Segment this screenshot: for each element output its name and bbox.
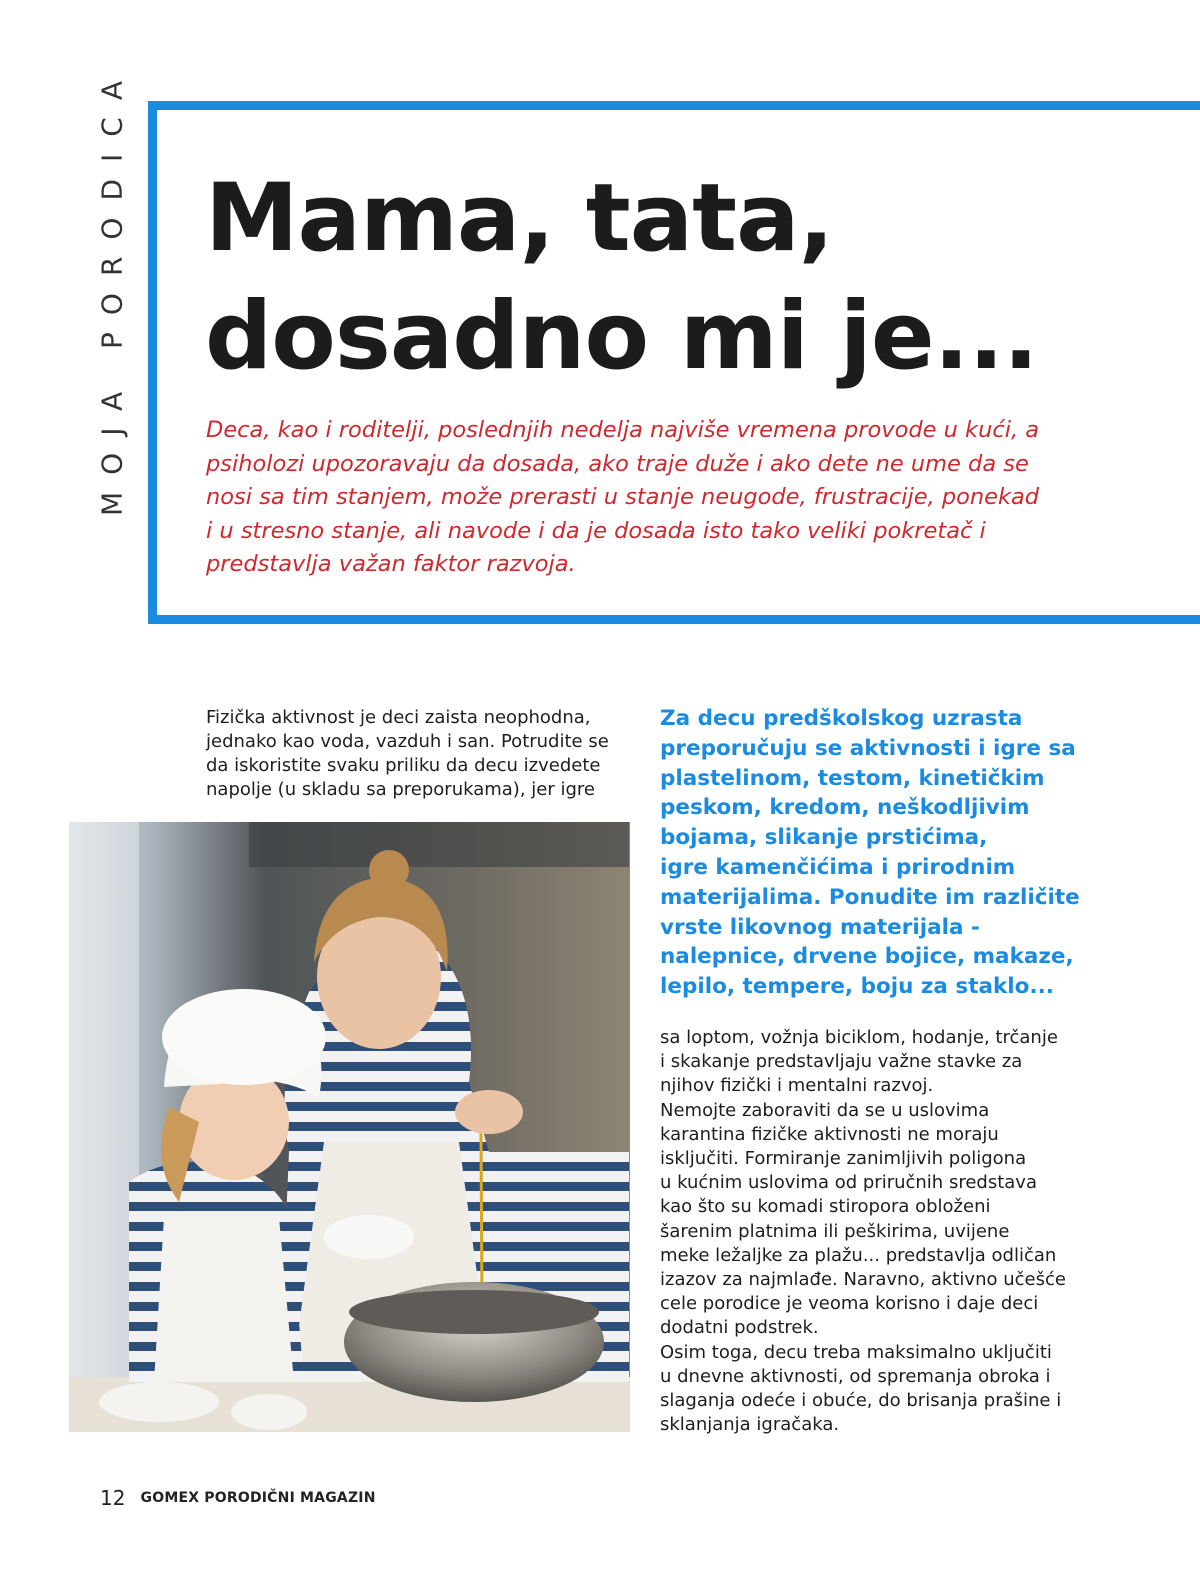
highlight-line: Za decu predškolskog uzrasta — [660, 706, 1023, 731]
body-line: Nemojte zaboraviti da se u uslovima — [660, 1099, 990, 1121]
body-line: cele porodice je veoma korisno i daje deci — [660, 1293, 1039, 1315]
photo-illustration — [69, 822, 630, 1432]
highlight-line: lepilo, tempere, boju za staklo... — [660, 974, 1054, 1000]
body-line: kao što su komadi stiropora obloženi — [660, 1196, 991, 1218]
magazine-name: GOMEX PORODIČNI MAGAZIN — [140, 1490, 376, 1506]
lead-line: Deca, kao i roditelji, poslednjih nedelja najviše vremena provode u kući, a — [206, 417, 1040, 443]
body-right-column — [660, 1026, 1100, 1437]
lead-line: psiholozi upozoravaju da dosada, ako traje duže i ako dete ne ume da se — [206, 450, 1029, 477]
body-line: u kućnim uslovima od priručnih sredstava — [660, 1172, 1037, 1194]
body-line: slaganja odeće i obuće, do brisanja prašine i — [660, 1390, 1062, 1412]
highlight-line: bojama, slikanje prstićima, — [660, 825, 988, 851]
body-line: napolje (u skladu sa preporukama), jer igre — [206, 779, 595, 800]
lead-line: i u stresno stanje, ali navode i da je dosada isto tako veliki pokretač i — [206, 517, 986, 544]
body-line: da iskoristite svaku priliku da decu izvedete — [206, 755, 601, 776]
highlight-line: igre kamenčićima i prirodnim — [660, 854, 1016, 880]
section-label — [92, 64, 132, 516]
body-line: Osim toga, decu treba maksimalno uključiti — [660, 1341, 1052, 1363]
body-line: karantina fizičke aktivnosti ne moraju — [660, 1123, 999, 1145]
body-line: isključiti. Formiranje zanimljivih poligona — [660, 1148, 1027, 1170]
highlight-line: peskom, kredom, neškodljivim — [660, 795, 1030, 821]
page-footer — [100, 1486, 376, 1510]
lead-line: nosi sa tim stanjem, može prerasti u stanje neugode, frustracije, ponekad — [206, 484, 1040, 510]
headline-line: Mama, tata, — [205, 164, 834, 273]
highlight-line: vrste likovnog materijala - — [660, 914, 980, 940]
headline-line: dosadno mi je... — [205, 282, 1038, 391]
headline — [205, 160, 1105, 396]
body-line: sa loptom, vožnja biciklom, hodanje, trčanje — [660, 1027, 1058, 1048]
highlight-line: nalepnice, drvene bojice, makaze, — [660, 944, 1074, 970]
highlight-line: preporučuju se aktivnosti i igre sa — [660, 735, 1076, 761]
body-line: jednako kao voda, vazduh i san. Potrudite se — [206, 731, 609, 752]
body-line: sklanjanja igračaka. — [660, 1414, 840, 1436]
highlight-pullquote — [660, 704, 1100, 1002]
lead-line: predstavlja važan faktor razvoja. — [206, 551, 576, 577]
body-left-column — [206, 706, 646, 802]
body-line: u dnevne aktivnosti, od spremanja obroka i — [660, 1365, 1051, 1387]
body-line: šarenim platnima ili peškirima, uvijene — [660, 1220, 1010, 1242]
photo-mother-and-child-baking — [69, 822, 630, 1432]
page-number: 12 — [100, 1486, 126, 1510]
body-line: izazov za najmlađe. Naravno, aktivno učešće — [660, 1269, 1066, 1291]
body-line: njihov fizički i mentalni razvoj. — [660, 1075, 934, 1097]
body-line: i skakanje predstavljaju važne stavke za — [660, 1051, 1023, 1073]
body-line: Fizička aktivnost je deci zaista neophodna, — [206, 707, 591, 728]
lead-paragraph — [206, 414, 1086, 582]
highlight-line: materijalima. Ponudite im različite — [660, 884, 1080, 910]
highlight-line: plastelinom, testom, kinetičkim — [660, 765, 1045, 791]
section-label-text: MOJA PORODICA — [95, 64, 129, 516]
body-line: meke ležaljke za plažu... predstavlja odličan — [660, 1244, 1057, 1266]
body-line: dodatni podstrek. — [660, 1317, 819, 1339]
